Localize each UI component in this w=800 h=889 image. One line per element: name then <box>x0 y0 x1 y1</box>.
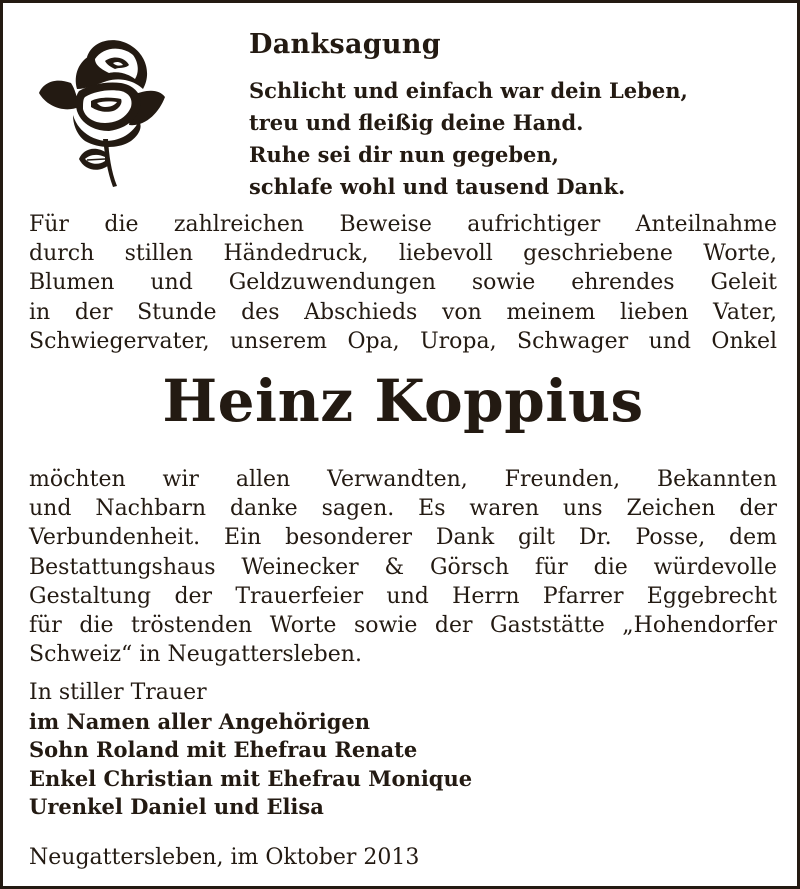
paragraph-line: Schweiz“ in Neugattersleben. <box>29 642 362 668</box>
paragraph-line: Gestaltung der Trauerfeier und Herrn Pfarrer Eggebrecht <box>29 583 777 609</box>
signature-line: im Namen aller Angehörigen <box>29 708 371 734</box>
thanks-paragraph-intro <box>29 210 777 356</box>
place-date: Neugattersleben, im Oktober 2013 <box>29 845 420 870</box>
rose-icon <box>33 31 171 191</box>
signature-line: Enkel Christian mit Ehefrau Monique <box>29 765 473 791</box>
paragraph-line: in der Stunde des Abschieds von meinem lieben Vater, <box>29 299 777 325</box>
poem-line: Schlicht und einfach war dein Leben, <box>249 78 688 103</box>
paragraph-line: Verbundenheit. Ein besonderer Dank gilt Dr. Posse, dem <box>29 525 777 551</box>
signature-block <box>29 679 472 822</box>
paragraph-line: möchten wir allen Verwandten, Freunden, Bekannten <box>29 467 777 492</box>
poem-line: treu und fleißig deine Hand. <box>249 110 584 135</box>
signature-intro: In stiller Trauer <box>29 680 207 705</box>
thanks-paragraph-main <box>29 465 777 669</box>
paragraph-line: für die tröstenden Worte sowie der Gaststätte „Hohendorfer <box>29 612 777 638</box>
poem-line: schlafe wohl und tausend Dank. <box>249 174 626 199</box>
signature-line: Sohn Roland mit Ehefrau Renate <box>29 737 418 762</box>
paragraph-line: Für die zahlreichen Beweise aufrichtiger Anteilnahme <box>29 212 777 237</box>
deceased-name: Heinz Koppius <box>162 367 644 435</box>
poem-line: Ruhe sei dir nun gegeben, <box>249 142 559 167</box>
signature-line: Urenkel Daniel und Elisa <box>29 794 324 819</box>
paragraph-line: und Nachbarn danke sagen. Es waren uns Zeichen der <box>29 496 777 522</box>
heading-danksagung: Danksagung <box>249 29 441 60</box>
paragraph-line: Blumen und Geldzuwendungen sowie ehrendes Geleit <box>29 270 777 296</box>
paragraph-line: durch stillen Händedruck, liebevoll geschriebene Worte, <box>29 241 777 267</box>
paragraph-line: Schwiegervater, unserem Opa, Uropa, Schwager und Onkel <box>29 328 777 354</box>
paragraph-line: Bestattungshaus Weinecker & Görsch für die würdevolle <box>29 554 777 580</box>
poem-verse <box>249 75 688 203</box>
